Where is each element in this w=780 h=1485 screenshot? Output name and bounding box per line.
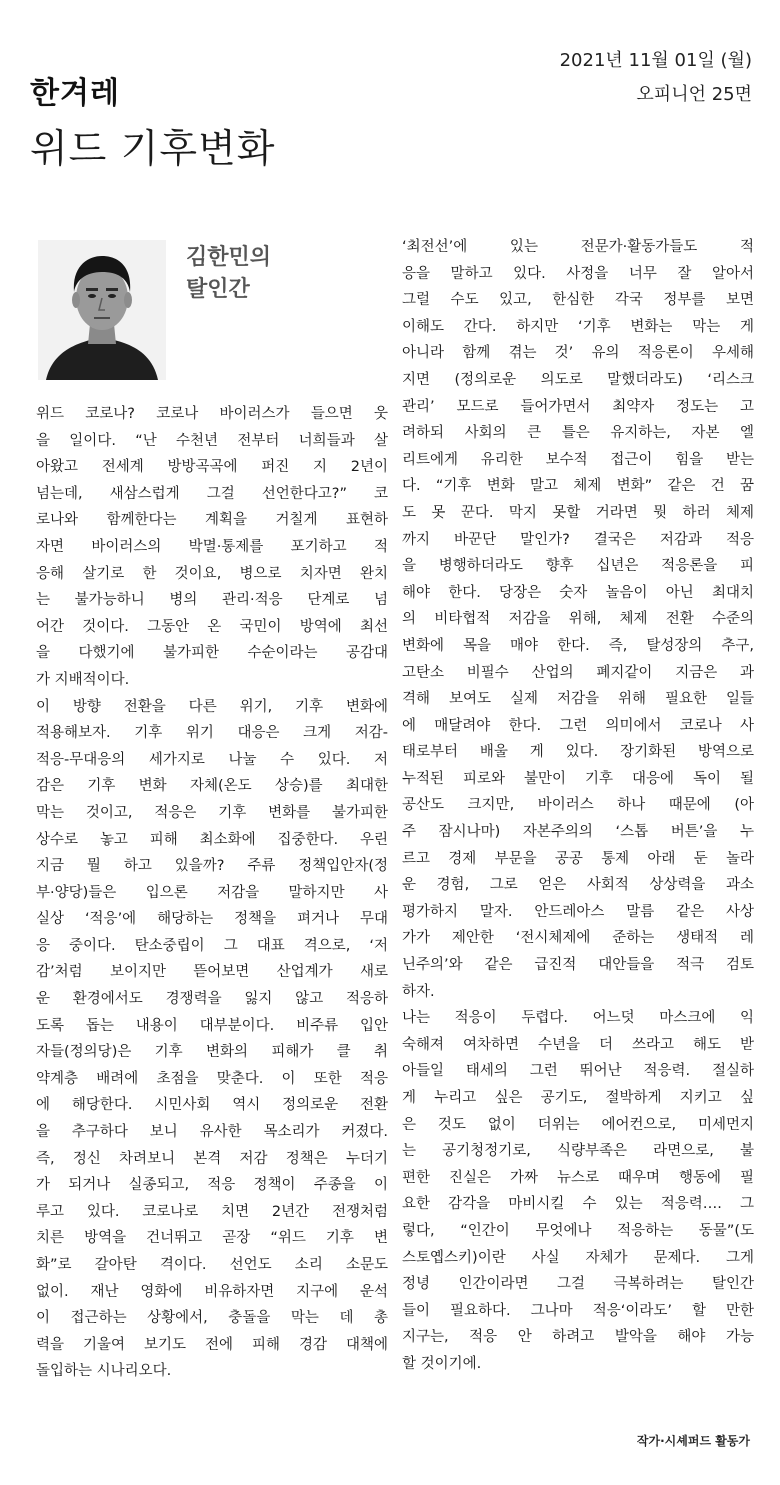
body-text-line: ‘최전선’에 있는 전문가·활동가들도 적 xyxy=(402,239,754,255)
body-text-line: 의 비타협적 저감을 위해, 체제 전환 수준의 xyxy=(402,611,754,628)
body-text-line: 렇다, “인간이 무엇에나 적응하는 동물”(도 xyxy=(402,1222,754,1239)
body-text-line: 가 되거나 실종되고, 적응 정책이 주종을 이 xyxy=(36,1177,388,1194)
author-portrait xyxy=(38,240,166,380)
author-photo-icon xyxy=(38,240,166,380)
body-text-line: 가 지배적이다. xyxy=(36,671,130,688)
body-text-line: 넘는데, 새삼스럽게 그걸 선언한다고?” 코 xyxy=(36,485,388,502)
body-text-line: 력을 기울여 보기도 전에 피해 경감 대책에 xyxy=(36,1336,388,1353)
body-text-line: 에 해당한다. 시민사회 역시 정의로운 전환 xyxy=(36,1097,388,1114)
body-text-line: 아왔고 전세계 방방곡곡에 퍼진 지 2년이 xyxy=(36,459,388,476)
body-text-line: 가가 제안한 ‘전시체제에 준하는 생태적 레 xyxy=(402,930,754,947)
body-text-line: 나는 적응이 두렵다. 어느덧 마스크에 익 xyxy=(402,1010,754,1027)
body-text-line: 적용해보자. 기후 위기 대응은 크게 저감- xyxy=(36,725,388,742)
body-text-line: 평가하지 말자. 안드레아스 말름 같은 사상 xyxy=(402,903,754,920)
article-headline: 위드 기후변화 xyxy=(30,127,276,172)
body-text-line: 게 누리고 싶은 공기도, 절박하게 지키고 싶 xyxy=(402,1090,754,1106)
section-page: 오피니언 25면 xyxy=(636,84,752,105)
body-text-line: 적응-무대응의 세가지로 나눌 수 있다. 저 xyxy=(36,751,388,768)
body-text-line: 주 잠시나마) 자본주의의 ‘스톱 버튼’을 누 xyxy=(402,824,754,841)
body-text-line: 려하되 사회의 큰 틀은 유지하는, 자본 엘 xyxy=(402,425,754,442)
body-text-line: 실상 ‘적응’에 해당하는 정책을 펴거나 무대 xyxy=(36,911,388,928)
body-text-line: 르고 경제 부문을 공공 통제 아래 둔 놀라 xyxy=(402,850,754,867)
author-byline: 작가·시셰퍼드 활동가 xyxy=(636,1434,750,1448)
body-text-line: 이 접근하는 상황에서, 충돌을 막는 데 총 xyxy=(36,1310,388,1327)
body-text-line: 까지 바꾼단 말인가? 결국은 저감과 적응 xyxy=(402,531,754,548)
body-text-line: 할 것이기에. xyxy=(402,1355,482,1372)
body-text-line: 지금 뭘 하고 있을까? 주류 정책입안자(정 xyxy=(36,858,388,875)
body-text-line: 이 방향 전환을 다른 위기, 기후 변화에 xyxy=(36,698,388,715)
body-text-line: 정녕 인간이라면 그걸 극복하려는 탈인간 xyxy=(402,1276,754,1293)
body-text-line: 감은 기후 변화 자체(온도 상승)를 최대한 xyxy=(36,778,388,795)
body-text-line: 을 병행하더라도 향후 십년은 적응론을 피 xyxy=(402,558,754,575)
body-text-line: 에 매달려야 한다. 그런 의미에서 코로나 사 xyxy=(402,717,754,734)
body-text-line: 화”로 갈아탄 격이다. 선언도 소리 소문도 xyxy=(36,1257,388,1273)
body-text-line: 운 환경에서도 경쟁력을 잃지 않고 적응하 xyxy=(36,991,388,1008)
article-body-right-column xyxy=(402,234,754,1378)
body-text-line: 돌입하는 시나리오다. xyxy=(36,1363,172,1380)
column-name-author: 김한민의 xyxy=(186,245,272,270)
body-text-line: 응을 말하고 있다. 사정을 너무 잘 알아서 xyxy=(402,265,754,282)
body-text-line: 지구는, 적응 안 하려고 발악을 해야 가능 xyxy=(402,1329,754,1346)
body-text-line: 자면 바이러스의 박멸·통제를 포기하고 적 xyxy=(36,538,388,555)
body-text-line: 자들(정의당)은 기후 변화의 피해가 클 취 xyxy=(36,1044,388,1061)
body-text-line: 을 일이다. “난 수천년 전부터 너희들과 살 xyxy=(36,432,388,449)
body-text-line: 로나와 함께한다는 계획을 거칠게 표현하 xyxy=(36,512,388,529)
body-text-line: 스토옙스키)이란 사실 자체가 문제다. 그게 xyxy=(402,1249,754,1266)
body-text-line: 닌주의’와 같은 급진적 대안들을 적극 검토 xyxy=(402,957,754,974)
body-text-line: 다. “기후 변화 말고 체제 변화” 같은 건 꿈 xyxy=(402,478,754,495)
body-text-line: 해야 한다. 당장은 숫자 놀음이 아닌 최대치 xyxy=(402,584,754,601)
body-text-line: 도록 돕는 내용이 대부분이다. 비주류 입안 xyxy=(36,1017,388,1034)
publication-date: 2021년 11월 01일 (월) xyxy=(559,50,752,71)
newspaper-logo: 한겨레 xyxy=(30,76,120,111)
body-text-line: 는 불가능하니 병의 관리·적응 단계로 넘 xyxy=(36,592,388,609)
body-text-line: 숙해져 여차하면 수년을 더 쓰라고 해도 받 xyxy=(402,1036,754,1053)
body-text-line: 치른 방역을 건너뛰고 곧장 “위드 기후 변 xyxy=(36,1230,388,1247)
body-text-line: 아들일 태세의 그런 뛰어난 적응력. 절실하 xyxy=(402,1063,754,1080)
body-text-line: 관리’ 모드로 들어가면서 최약자 정도는 고 xyxy=(402,398,754,415)
body-text-line: 응 중이다. 탄소중립이 그 대표 격으로, ‘저 xyxy=(36,937,388,954)
body-text-line: 는 공기청정기로, 식량부족은 라면으로, 불 xyxy=(402,1143,754,1160)
body-text-line: 아니라 함께 겪는 것’ 유의 적응론이 우세해 xyxy=(402,345,754,362)
body-text-line: 들이 필요하다. 그나마 적응‘이라도’ 할 만한 xyxy=(402,1302,754,1319)
body-text-line: 위드 코로나? 코로나 바이러스가 들으면 웃 xyxy=(36,406,388,422)
body-text-line: 감’처럼 보이지만 뜯어보면 산업계가 새로 xyxy=(36,964,388,981)
body-text-line: 누적된 피로와 불만이 기후 대응에 독이 될 xyxy=(402,770,754,787)
body-text-line: 어간 것이다. 그동안 온 국민이 방역에 최선 xyxy=(36,618,388,635)
body-text-line: 격해 보여도 실제 저감을 위해 필요한 일들 xyxy=(402,691,754,708)
body-text-line: 즉, 정신 차려보니 본격 저감 정책은 누더기 xyxy=(36,1150,388,1167)
body-text-line: 운 경험, 그로 얻은 사회적 상상력을 과소 xyxy=(402,877,754,894)
body-text-line: 이해도 간다. 하지만 ‘기후 변화는 막는 게 xyxy=(402,318,754,335)
body-text-line: 없이. 재난 영화에 비유하자면 지구에 운석 xyxy=(36,1283,388,1300)
body-text-line: 을 다했기에 불가피한 수순이라는 공감대 xyxy=(36,645,388,662)
body-text-line: 은 것도 없이 더위는 에어컨으로, 미세먼지 xyxy=(402,1116,754,1133)
body-text-line: 도 못 꾼다. 막지 못할 거라면 뭣 하러 체제 xyxy=(402,504,754,521)
body-text-line: 막는 것이고, 적응은 기후 변화를 불가피한 xyxy=(36,804,388,821)
column-name xyxy=(186,242,271,306)
body-text-line: 리트에게 유리한 보수적 접근이 힘을 받는 xyxy=(402,451,754,468)
body-text-line: 변화에 목을 매야 한다. 즉, 탈성장의 추구, xyxy=(402,637,754,654)
body-text-line: 루고 있다. 코로나로 치면 2년간 전쟁처럼 xyxy=(36,1203,388,1220)
column-name-title: 탈인간 xyxy=(186,277,250,302)
body-text-line: 약계층 배려에 초점을 맞춘다. 이 또한 적응 xyxy=(36,1070,388,1087)
body-text-line: 을 추구하다 보니 유사한 목소리가 커졌다. xyxy=(36,1124,388,1141)
body-text-line: 하자. xyxy=(402,983,435,1000)
body-text-line: 그럴 수도 있고, 한심한 각국 정부를 보면 xyxy=(402,292,754,309)
body-text-line: 요한 감각을 마비시킬 수 있는 적응력…. 그 xyxy=(402,1196,754,1213)
article-body-left-column xyxy=(36,401,388,1385)
body-text-line: 지면 (정의로운 의도로 말했더라도) ‘리스크 xyxy=(402,371,754,388)
body-text-line: 공산도 크지만, 바이러스 하나 때문에 (아 xyxy=(402,797,754,814)
body-text-line: 응해 살기로 한 것이요, 병으로 치자면 완치 xyxy=(36,565,388,582)
body-text-line: 태로부터 배울 게 있다. 장기화된 방역으로 xyxy=(402,744,754,761)
body-text-line: 편한 진실은 가짜 뉴스로 때우며 행동에 필 xyxy=(402,1169,754,1186)
body-text-line: 상수로 놓고 피해 최소화에 집중한다. 우린 xyxy=(36,831,388,848)
body-text-line: 고탄소 비필수 산업의 폐지같이 지금은 과 xyxy=(402,664,754,681)
body-text-line: 부·양당)들은 입으론 저감을 말하지만 사 xyxy=(36,884,388,901)
